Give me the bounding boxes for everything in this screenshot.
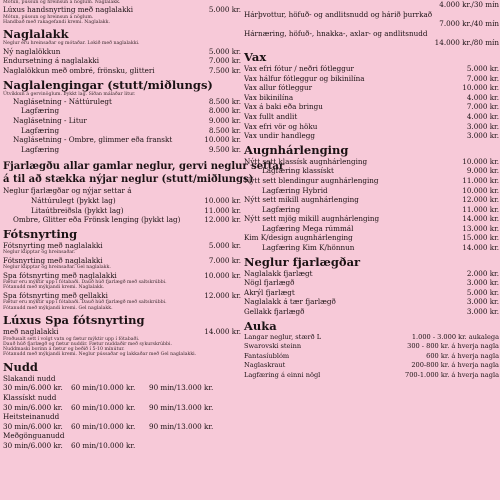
price-30: 30 min/6.000 kr. (3, 440, 63, 450)
service-label: Spa fótsnyrting með naglalakki (3, 270, 117, 280)
section-title-vax: Vax (244, 49, 267, 64)
service-label: Gellakk fjarlægð (244, 307, 305, 317)
service-label: Náttúrulegt (þykkt lag) (31, 196, 116, 206)
service-label: Vax allur fótleggur (244, 83, 313, 93)
service-price: 10.000 kr. (462, 156, 499, 166)
service-label: Vax fullt andlit (244, 111, 298, 121)
service-label: Nýtt sett mikill augnhárlenging (244, 195, 359, 205)
service-label: Hárnæring, höfuð-, hnakka-, axlar- og andlitsnudd (244, 28, 428, 38)
service-row (244, 176, 499, 186)
service-label: Vax hálfur fótleggur og bikinilína (244, 73, 365, 83)
service-row (244, 297, 499, 307)
service-price: 10.000 kr. (204, 270, 241, 280)
service-price: 14.000 kr./80 mín (434, 38, 499, 48)
service-note: Nuddmaski borinn á fætur og beðið í 5-10 mínútur. (3, 347, 125, 353)
service-note: Dauð húð fjarlægð og fætur nuddir. Fætur nuddaðir með sykurskrúbbi. (3, 341, 173, 347)
service-row (244, 205, 499, 215)
service-row (244, 342, 499, 352)
nudd-list (3, 374, 241, 451)
service-note: Neglur klipptar og hreinsaðar. Gel naglalakk. (3, 265, 111, 271)
service-label: Ombre, Glitter eða Frönsk lenging (þykkt lag) (13, 215, 181, 225)
service-row (244, 224, 499, 234)
service-row (244, 195, 499, 205)
service-label: Naglásetning - Náttúrulegt (13, 96, 112, 106)
service-note: Neglur klipptar og hreinsaðar. (3, 250, 76, 256)
service-row (3, 126, 241, 136)
auka-list (244, 333, 499, 381)
service-row (3, 241, 241, 251)
service-label: Nýtt sett mjög mikill augnhárlenging (244, 214, 380, 224)
section-title-luxus-spa: Lúxus Spa fótsnyrting (3, 312, 145, 327)
service-label: Litaútbreiðsla (þykkt lag) (31, 205, 124, 215)
hair-list (244, 0, 499, 48)
service-row (3, 291, 241, 301)
augnhar-list (244, 157, 499, 253)
section-note: Neglur eru hreinsaðar og mótaðar. Lokið með naglalakki. (3, 41, 140, 47)
price-30: 30 min/6.000 kr. (3, 383, 63, 393)
service-row (244, 19, 499, 29)
service-label: Spa fótsnyrting með gellakki (3, 290, 108, 300)
service-price: 5.000 kr. (208, 46, 241, 56)
price-90: 90 min/13.000 kr. (149, 383, 214, 393)
service-row (3, 135, 241, 145)
service-price: 9.000 kr. (466, 166, 499, 176)
price-90: 90 min/13.000 kr. (149, 402, 214, 412)
service-row (244, 243, 499, 253)
right-column (244, 0, 499, 381)
service-row (244, 307, 499, 317)
service-label: Naglaskraut (244, 361, 286, 370)
section-title-lengingar: Naglalengingar (stutt/miðlungs) (3, 77, 213, 92)
massage-prices (3, 383, 241, 393)
section-title-auka: Auka (244, 318, 277, 333)
section-title-fjarlaegdu-1: Fjarlægðu allar gamlar neglur, gervi neglur settar (3, 161, 285, 173)
service-note: Fótanudd með mýkjandi kremi. Gel naglalakk. (3, 305, 113, 311)
service-label: Naglásetning - Litur (13, 116, 87, 126)
service-row (244, 157, 499, 167)
service-label: Lagfæring Hybrid (262, 185, 328, 195)
service-row (244, 29, 499, 39)
price-90: 90 min/13.000 kr. (149, 421, 214, 431)
service-row (244, 93, 499, 103)
service-label: Nögl fjarlægð (244, 278, 295, 288)
service-note: Fætur eru mýktir upp í fótabaði. Dauð húð fjarlægð með saltskrúbbi. (3, 300, 167, 306)
service-price: 8.000 kr. (208, 106, 241, 116)
service-row (244, 0, 499, 10)
service-label: Vax efri fótur / neðri fótleggur (244, 63, 354, 73)
service-price: 4.000 kr. (466, 111, 499, 121)
service-label: Lagfæring Mega rúmmál (262, 223, 354, 233)
service-row (3, 145, 241, 155)
service-price: 7.000 kr. (208, 56, 241, 66)
section-title-naglalakk: Naglalakk (3, 27, 69, 42)
massage-label: Klassískt nudd (3, 392, 57, 402)
service-price: 7.000 kr. (466, 73, 499, 83)
service-label: Fótsnyrting með naglalakki (3, 255, 103, 265)
service-label: Nýtt sett blendingur augnhárlenging (244, 175, 379, 185)
service-label: með naglalakki (3, 326, 59, 336)
service-label: Naglalökkun með ombré, frönsku, glitteri (3, 65, 155, 75)
service-price: 300 - 800 kr. á hverja nagla (407, 342, 499, 351)
service-price: 9.000 kr. (208, 116, 241, 126)
service-label: Hárþvottur, höfuð- og andlitsnudd og hárið þurrkað (244, 9, 433, 19)
section-note: Útvíkkun á gervinöglum. Þykkt lag. Síðan málaðar litur. (3, 91, 136, 97)
service-row (3, 5, 241, 15)
service-label: Naglalakk fjarlægt (244, 268, 313, 278)
service-row (3, 271, 241, 281)
service-price: 600 kr. á hverja nagla (426, 351, 499, 360)
service-price: 9.500 kr. (208, 144, 241, 154)
service-price: 200-800 kr. á hverja nagla (411, 361, 499, 370)
service-label: Swarovski steinn (244, 342, 302, 351)
fjarlaegdar-list (244, 269, 499, 317)
service-price: 14.000 kr. (462, 243, 499, 253)
service-row (244, 122, 499, 132)
service-row (244, 102, 499, 112)
service-row (3, 206, 241, 216)
service-price: 11.000 kr. (204, 205, 241, 215)
service-price: 4.000 kr./30 mín (439, 0, 499, 9)
service-note: Mótun, pússun og hreinsun á nöglum. (3, 14, 94, 20)
service-price: 10.000 kr. (462, 185, 499, 195)
service-price: 2.000 kr. (466, 268, 499, 278)
service-price: 8.500 kr. (208, 96, 241, 106)
service-row (3, 196, 241, 206)
service-price: 3.000 kr. (466, 307, 499, 317)
service-price: 3.000 kr. (466, 131, 499, 141)
price-60: 60 min/10.000 kr. (71, 440, 136, 450)
fjarlaegdu-list (3, 196, 241, 225)
service-row (244, 361, 499, 371)
service-price: 7.000 kr. (466, 102, 499, 112)
service-row (244, 333, 499, 343)
service-row (244, 83, 499, 93)
service-price: 5.000 kr. (466, 287, 499, 297)
service-price: 7.500 kr. (208, 65, 241, 75)
service-row (244, 186, 499, 196)
section-title-fotsnyrting: Fótsnyrting (3, 226, 78, 241)
service-row (244, 74, 499, 84)
service-price: 5.000 kr. (208, 5, 241, 15)
service-row (3, 47, 241, 57)
service-price: 7.000 kr./40 mín (439, 19, 499, 29)
section-title-fjarlaegdar: Neglur fjarlægðar (244, 254, 361, 269)
service-label: Vax undir handlegg (244, 131, 315, 141)
price-30: 30 min/6.000 kr. (3, 421, 63, 431)
service-label: Vax efri vör og höku (244, 121, 318, 131)
service-label: Endursetning á naglalakki (3, 56, 100, 66)
service-row (3, 56, 241, 66)
service-row (3, 256, 241, 266)
massage-prices (3, 441, 241, 451)
service-price: 12.000 kr. (204, 290, 241, 300)
service-row (244, 112, 499, 122)
service-price: 5.000 kr. (466, 63, 499, 73)
service-price: 1.000 - 3.000 kr. aukalega (411, 332, 499, 341)
service-price: 3.000 kr. (466, 121, 499, 131)
service-label: Ný naglalökkun (3, 46, 61, 56)
service-note: Fótanudd með mýkjandi kremi. Naglalakk. (3, 285, 105, 291)
service-label: Naglalakk á tær fjarlægð (244, 297, 336, 307)
service-row (3, 66, 241, 76)
service-label: Lagfæring (21, 106, 60, 116)
service-price: 14.000 kr. (204, 326, 241, 336)
service-price: 11.000 kr. (462, 175, 499, 185)
service-row (3, 327, 241, 337)
service-row (244, 233, 499, 243)
service-row (244, 352, 499, 362)
service-label: Lagfæring Kim K/hönnun (262, 243, 355, 253)
price-60: 60 min/10.000 kr. (71, 402, 136, 412)
massage-label: Meðgönguanudd (3, 431, 65, 441)
service-price: 12.000 kr. (204, 215, 241, 225)
service-label: Akrýl fjarlægt (244, 287, 295, 297)
massage-label: Slakandi nudd (3, 373, 56, 383)
service-label: Fantasíublóm (244, 351, 290, 360)
price-60: 60 min/10.000 kr. (71, 421, 136, 431)
service-row (244, 214, 499, 224)
service-price: 10.000 kr. (462, 83, 499, 93)
service-price: 10.000 kr. (204, 196, 241, 206)
section-title-nudd: Nudd (3, 359, 38, 374)
service-row (244, 10, 499, 20)
service-price: 13.000 kr. (462, 223, 499, 233)
service-row (244, 371, 499, 381)
service-price: 4.000 kr. (466, 92, 499, 102)
massage-label: Heitsteinanudd (3, 412, 60, 422)
service-label: Fótsnyrting með naglalakki (3, 240, 103, 250)
service-label: Lagfæring (262, 204, 301, 214)
service-note: Fætur eru mýktir upp í fótabaði. Dauð húð fjarlægð með saltskrúbbi. (3, 280, 167, 286)
naglalakk-list (3, 47, 241, 76)
price-60: 60 min/10.000 kr. (71, 383, 136, 393)
service-price: 700-1.000 kr. á hverja nagla (405, 371, 499, 379)
service-price: 3.000 kr. (466, 278, 499, 288)
service-price: 5.000 kr. (208, 240, 241, 250)
service-row (244, 64, 499, 74)
service-row (244, 38, 499, 48)
service-label: Lagfæring (21, 125, 60, 135)
service-price: 3.000 kr. (466, 297, 499, 307)
section-subtitle: Neglur fjarlægðar og nýjar settar á (3, 186, 132, 196)
service-price: 7.000 kr. (208, 255, 241, 265)
service-label: Vax á baki eða bringu (244, 102, 323, 112)
service-price: 10.000 kr. (204, 135, 241, 145)
service-price: 11.000 kr. (462, 204, 499, 214)
fotsnyrting-list (3, 241, 241, 311)
service-price: 15.000 kr. (462, 233, 499, 243)
service-row (244, 269, 499, 279)
service-note: Handbað með rakagefandi kremi. Naglalakk. (3, 20, 110, 26)
service-row (3, 97, 241, 107)
service-label: Kim K/design augnhárlenging (244, 233, 353, 243)
service-price: 14.000 kr. (462, 214, 499, 224)
service-label: Naglásetning - Ombre, glimmer eða franskt (13, 135, 173, 145)
service-label: Lagfæring klassískt (262, 166, 334, 176)
service-row (244, 278, 499, 288)
service-label: Lagfæring á einni nögl (244, 371, 321, 379)
service-row (3, 215, 241, 225)
section-title-fjarlaegdu-2: á til að stækka nýjar neglur (stutt/miðlungs) (3, 174, 254, 186)
service-row (3, 106, 241, 116)
section-title-augnhar: Augnhárlenging (244, 142, 349, 157)
service-row (3, 116, 241, 126)
massage-prices (3, 403, 241, 413)
price-30: 30 min/6.000 kr. (3, 402, 63, 412)
service-label: Langar neglur, stærð L (244, 332, 322, 341)
service-row (244, 288, 499, 298)
massage-prices (3, 422, 241, 432)
service-note: Fótanudd með mýkjandi kremi. Neglur pússaðar og lakkaðar með Gel naglalakki. (3, 352, 197, 358)
service-row (244, 166, 499, 176)
vax-list (244, 64, 499, 141)
service-label: Vax bikinilína (244, 92, 294, 102)
lengingar-list (3, 97, 241, 155)
service-price: 12.000 kr. (462, 195, 499, 205)
service-note: Froðusalt sett í volgt vatn og fætur mýktir upp í fótabaði. (3, 336, 140, 342)
service-label: Nýtt sett klassísk augnhárlenging (244, 156, 368, 166)
service-label: Lagfæring (21, 144, 60, 154)
service-row (244, 131, 499, 141)
service-note: Mótun, pússun og hreinsun á nöglum. Naglalakk. (3, 0, 121, 5)
service-price: 8.500 kr. (208, 125, 241, 135)
service-label: Lúxus handsnyrting með naglalakki (3, 5, 134, 15)
